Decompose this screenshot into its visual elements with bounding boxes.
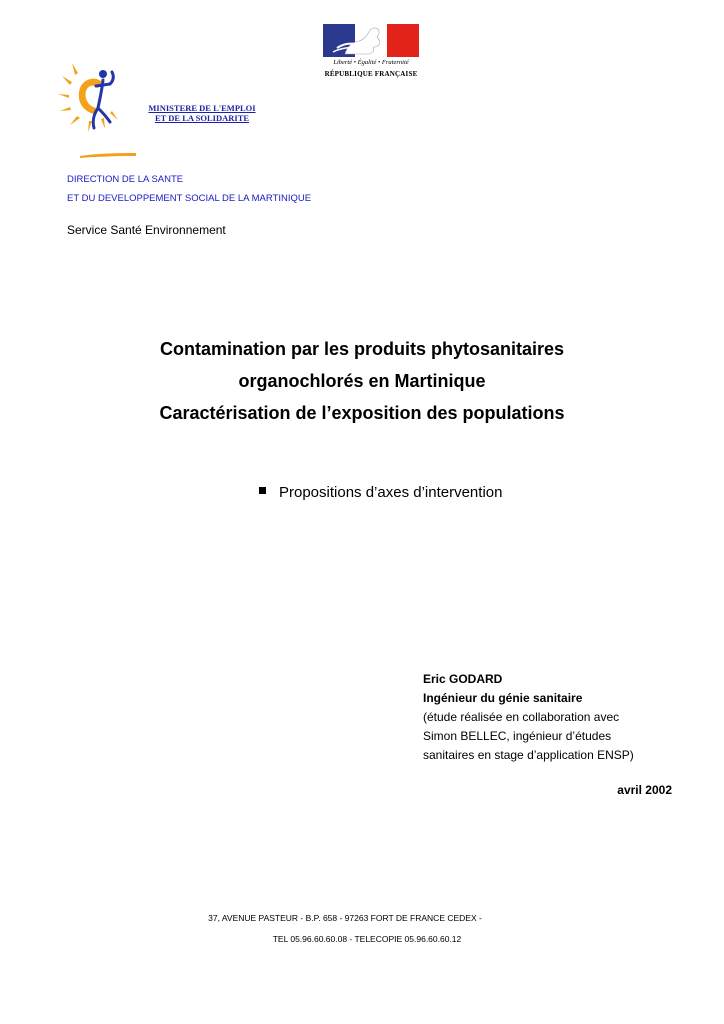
service-name: Service Santé Environnement xyxy=(67,223,226,237)
ministry-name-line-1: MINISTERE DE L'EMPLOI xyxy=(148,103,256,113)
document-date: avril 2002 xyxy=(617,783,672,797)
title-line-2: organochlorés en Martinique xyxy=(238,371,486,391)
square-bullet-icon xyxy=(259,487,266,494)
republique-francaise-logo xyxy=(321,24,421,84)
direction-line-2: ET DU DEVELOPPEMENT SOCIAL DE LA MARTINIQUE xyxy=(67,193,312,204)
bullet-text: Propositions d’axes d’intervention xyxy=(279,484,503,501)
title-line-3: Caractérisation de l’exposition des populations xyxy=(159,403,565,423)
bullet-item xyxy=(259,484,502,501)
author-name: Eric GODARD xyxy=(423,672,503,686)
marianne-flag-icon xyxy=(323,24,419,57)
author-note-line-3: sanitaires en stage d’application ENSP) xyxy=(423,748,634,762)
footer-address: 37, AVENUE PASTEUR - B.P. 658 - 97263 FORT DE FRANCE CEDEX - xyxy=(208,913,482,923)
author-note-line-1: (étude réalisée en collaboration avec xyxy=(423,710,620,724)
ministry-name-line-2: ET DE LA SOLIDARITE xyxy=(154,113,250,123)
republique-francaise-label: RÉPUBLIQUE FRANÇAISE xyxy=(324,70,418,78)
author-block xyxy=(423,670,634,765)
document-title xyxy=(0,333,724,429)
author-note-line-2: Simon BELLEC, ingénieur d’études xyxy=(423,729,612,743)
ministry-sun-logo-icon xyxy=(58,58,138,160)
direction-line-1: DIRECTION DE LA SANTE xyxy=(67,174,184,185)
footer-phone: TEL 05.96.60.60.08 - TELECOPIE 05.96.60.60.12 xyxy=(272,934,462,944)
author-role: Ingénieur du génie sanitaire xyxy=(423,691,583,705)
republique-motto: Liberté • Égalité • Fraternité xyxy=(333,59,409,66)
ministry-name xyxy=(137,103,267,123)
title-line-1: Contamination par les produits phytosanitaires xyxy=(159,339,565,359)
